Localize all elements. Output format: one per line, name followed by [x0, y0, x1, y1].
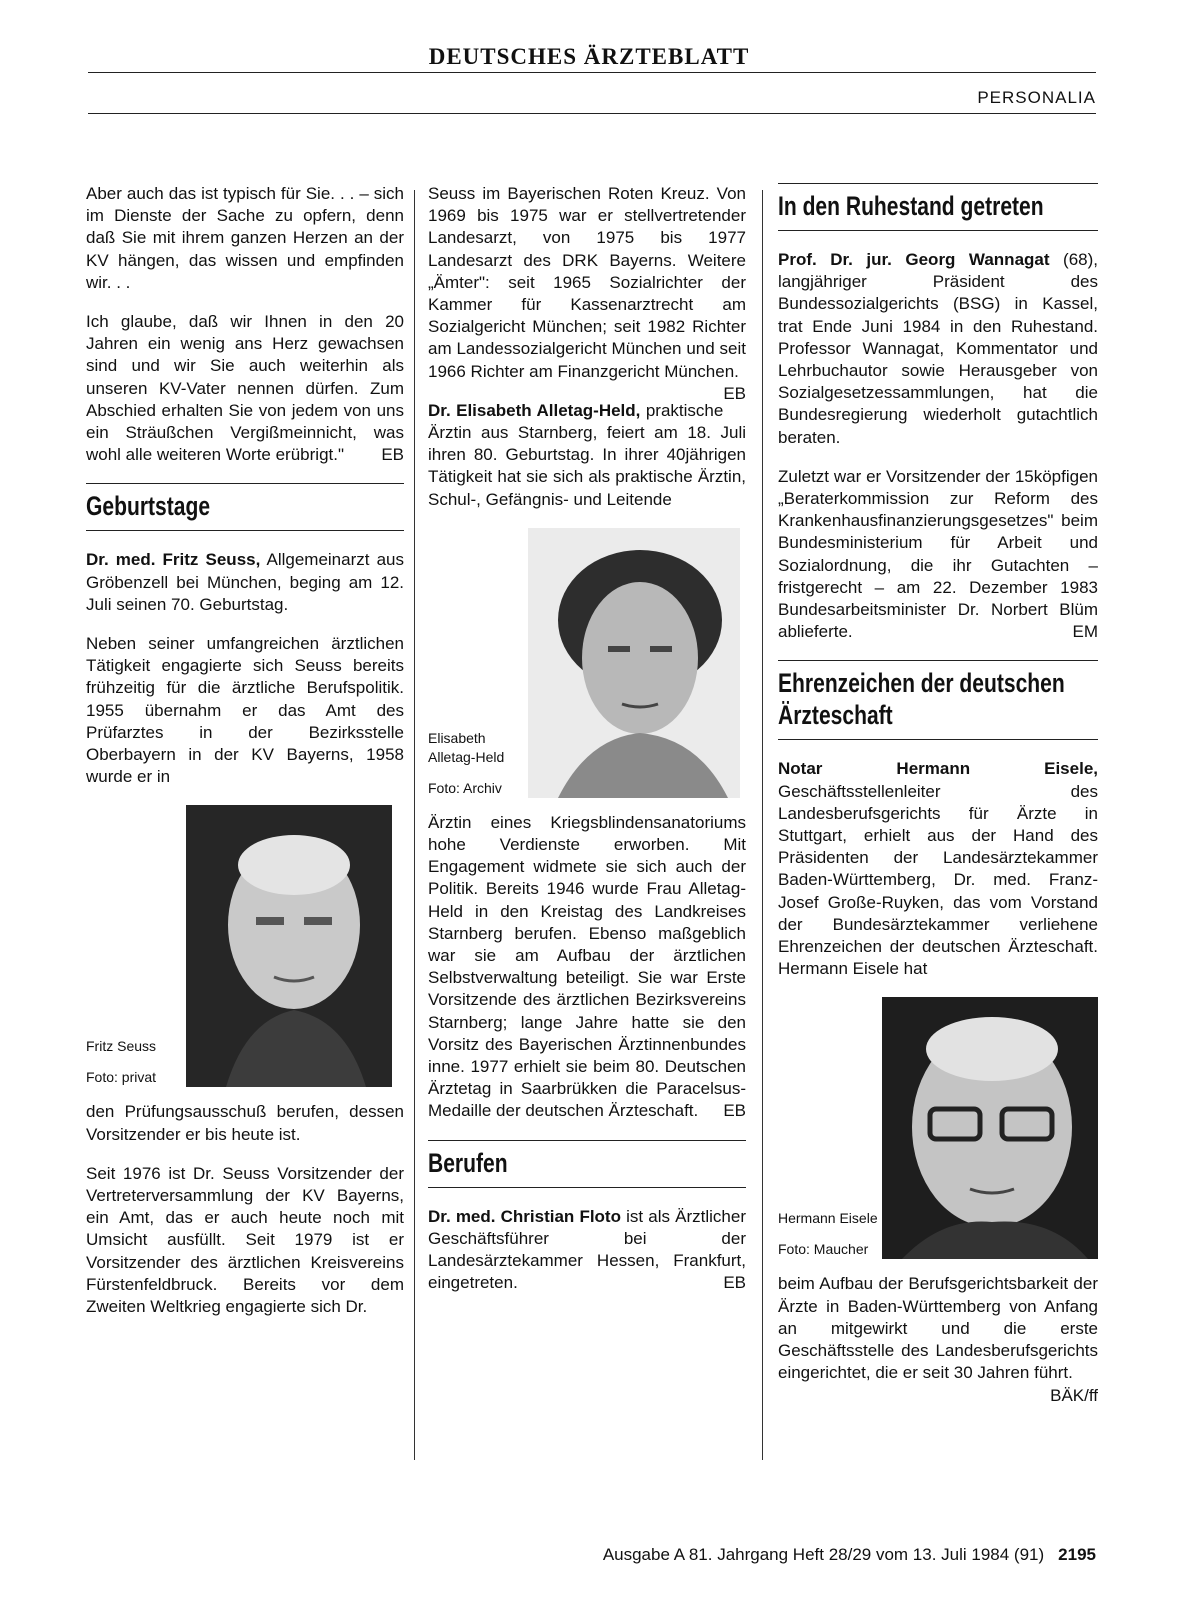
photo-block-seuss — [86, 805, 404, 1087]
page-footer — [603, 1545, 1096, 1565]
paragraph: beim Aufbau der Berufsgerichtsbarkeit der Ärzte in Baden-Württemberg von Anfang an mitgewirkt und die erste Geschäftsstelle des Landesberufsgerichts eingerichtet, die er seit 30 Jahren führt. BÄK/ff — [778, 1273, 1098, 1384]
section-heading — [778, 660, 1098, 740]
portrait-image — [528, 528, 740, 798]
header-rule — [88, 113, 1096, 114]
portrait-image — [186, 805, 392, 1087]
person-name: Dr. med. Christian Floto — [428, 1206, 621, 1226]
author-initials: BÄK/ff — [1050, 1385, 1098, 1405]
photo-block-alletag — [428, 528, 746, 798]
portrait-photo — [186, 805, 392, 1087]
page-number: 2195 — [1058, 1545, 1096, 1564]
person-name: Dr. Elisabeth Alletag-Held, — [428, 400, 641, 420]
photo-caption: Fritz Seuss Foto: privat — [86, 1038, 157, 1086]
paragraph: Dr. med. Christian Floto ist als Ärztlicher Geschäftsführer bei der Landesärztekammer Hessen, Frankfurt, eingetreten. EB — [428, 1206, 746, 1295]
paragraph: Dr. med. Fritz Seuss, Allgemeinarzt aus Gröbenzell bei München, beging am 12. Juli seinen 70. Geburtstag. — [86, 550, 404, 614]
paragraph: Aber auch das ist typisch für Sie. . . – sich im Dienste der Sache zu opfern, denn daß Sie mit ihrem ganzen Herzen an der KV hängen, das wissen und empfinden wir. . . — [86, 184, 404, 292]
section-heading — [778, 183, 1098, 231]
paragraph: Seit 1976 ist Dr. Seuss Vorsitzender der Vertreterversammlung der KV Bayerns, ein Amt, das er auch heute noch mit Umsicht ausfüllt. Seit 1979 ist er Vorsitzender des ärztlichen Kreisvereins Fürstenfeldbruck. Bereits vor dem Zweiten Weltkrieg engagierte sich Dr. — [86, 1163, 404, 1317]
paragraph: Ich glaube, daß wir Ihnen in den 20 Jahren ein wenig ans Herz gewachsen sind und wir Sie auch weiterhin als unseren KV-Vater nennen dürfen. Zum Abschied erhalten Sie von jedem von uns ein Sträußchen Vergißmeinnicht, was wohl alle weiteren Worte erübrigt." EB — [86, 311, 404, 466]
paragraph: den Prüfungsausschuß berufen, dessen Vorsitzender er bis heute ist. — [86, 1102, 404, 1144]
paragraph: Zuletzt war er Vorsitzender der 15köpfigen „Beraterkommission zur Reform des Krankenhausfinanzierungsgesetzes" beim Bundesministerium für Arbeit und Sozialordnung, die ihr Gutachten – fristgerecht – am 22. Dezember 1983 Bundesarbeitsminister Dr. Norbert Blüm ablieferte. EM — [778, 466, 1098, 644]
author-initials: EB — [723, 1101, 746, 1121]
section-heading — [86, 483, 404, 531]
paragraph: Notar Hermann Eisele, Geschäftsstellenleiter des Landesberufsgerichts für Ärzte in Stuttgart, erhielt aus der Hand des Präsidenten der Landesärztekammer Baden-Württemberg, Dr. med. Franz-Josef Große-Ruyken, das vom Vorstand der Bundesärztekammer verliehene Ehrenzeichen der deutschen Ärzteschaft. Hermann Eisele hat — [778, 759, 1098, 979]
author-initials: EB — [381, 445, 404, 465]
author-initials: EB — [723, 383, 746, 403]
photo-caption: Hermann Eisele Foto: Maucher — [778, 1210, 878, 1258]
person-name: Prof. Dr. jur. Georg Wannagat — [778, 250, 1050, 269]
column-3 — [778, 183, 1098, 1407]
paragraph: Dr. Elisabeth Alletag-Held, praktische Ärztin aus Starnberg, feiert am 18. Juli ihren 80. Geburtstag. In ihrer 40jährigen Tätigkeit hat sie sich als praktische Ärztin, Schul-, Gefängnis- und Leitende — [428, 400, 746, 509]
paragraph: Ärztin eines Kriegsblindensanatoriums hohe Verdienste erworben. Mit Engagement widmete sie sich auch der Politik. Bereits 1946 wurde Frau Alletag-Held in den Kreistag des Landkreises Starnberg berufen. Ebenso maßgeblich war sie am Aufbau der ärztlichen Selbstverwaltung beteiligt. Sie war Erste Vorsitzende des ärztlichen Bezirksvereins Starnberg; lange Jahre hatte sie den Vorsitz des Bayerischen Ärztinnenbundes inne. 1977 erhielt sie beim 80. Deutschen Ärztetag in Saarbrükken die Paracelsus-Medaille der deutschen Ärzteschaft. EB — [428, 812, 746, 1123]
column-1 — [86, 183, 404, 1335]
heading-berufen: Berufen — [428, 1147, 508, 1178]
column-2 — [428, 183, 746, 1312]
portrait-photo — [882, 997, 1098, 1259]
portrait-image — [882, 997, 1098, 1259]
heading-geburtstage: Geburtstage — [86, 491, 211, 522]
masthead-rule — [88, 72, 1096, 73]
author-initials: EB — [723, 1273, 746, 1293]
column-divider — [762, 190, 763, 1460]
portrait-photo — [528, 528, 740, 798]
photo-caption: Elisabeth Alletag-Held Foto: Archiv — [428, 729, 505, 796]
column-divider — [414, 190, 415, 1460]
masthead: DEUTSCHES ÄRZTEBLATT — [428, 44, 750, 69]
section-heading — [428, 1140, 746, 1188]
paragraph: Neben seiner umfangreichen ärztlichen Tätigkeit engagierte sich Seuss bereits frühzeitig für die ärztliche Berufspolitik. 1955 übernahm er das Amt des Prüfarztes in der Bezirksstelle Oberbayern in der KV Bayerns, 1958 wurde er in — [86, 634, 404, 787]
photo-block-eisele — [778, 997, 1098, 1259]
person-name: Notar Hermann Eisele, — [778, 759, 1098, 779]
paragraph: Seuss im Bayerischen Roten Kreuz. Von 1969 bis 1975 war er stellvertretender Landesarzt, von 1975 bis 1977 Landesarzt des DRK Bayerns. Weitere „Ämter": seit 1965 Sozialrichter der Kammer für Kassenarztrecht am Sozialgericht München; seit 1982 Richter am Landessozialgericht München und seit 1966 Richter am Finanzgericht München. EB — [428, 183, 746, 383]
paragraph: Prof. Dr. jur. Georg Wannagat (68), langjähriger Präsident des Bundessozialgerichts (BSG) in Kassel, trat Ende Juni 1984 in den Ruhestand. Professor Wannagat, Kommentator und Lehrbuchautor sowie Herausgeber von Sozialgesetzessammlungen, hat die Bundesregierung wiederholt gutachtlich beraten. — [778, 250, 1098, 447]
person-name: Dr. med. Fritz Seuss, — [86, 550, 261, 570]
heading-ehrenzeichen: Ehrenzeichen der deutschen Ärzteschaft — [778, 668, 1065, 731]
author-initials: EM — [1072, 622, 1098, 642]
section-label: PERSONALIA — [977, 88, 1096, 107]
issue-info: Ausgabe A 81. Jahrgang Heft 28/29 vom 13. Juli 1984 (91) — [602, 1545, 1045, 1564]
heading-ruhestand: In den Ruhestand getreten — [778, 191, 1044, 221]
